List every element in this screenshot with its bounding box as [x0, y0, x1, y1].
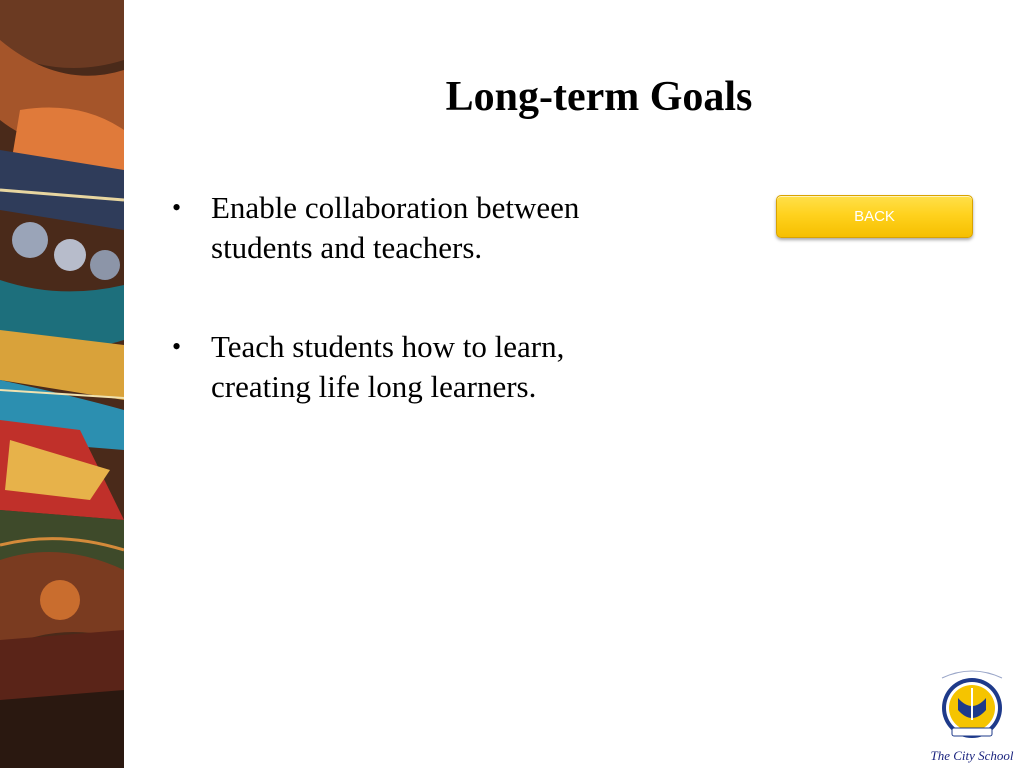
bullet-item [172, 327, 642, 407]
bullet-item [172, 188, 642, 268]
side-painting [0, 0, 124, 768]
bullet-text: Enable collaboration between students and teachers. [211, 190, 580, 265]
slide-title: Long-term Goals [445, 74, 753, 120]
back-button[interactable]: BACK [776, 195, 973, 238]
bullet-list [172, 188, 642, 466]
bullet-text: Teach students how to learn, creating life long learners. [211, 329, 565, 404]
abstract-painting-icon [0, 0, 124, 768]
logo-name: The City School [930, 748, 1014, 763]
school-logo [928, 668, 1016, 764]
school-crest-icon [928, 668, 1016, 746]
bullet-marker: • [172, 332, 182, 361]
bullet-marker: • [172, 193, 182, 222]
